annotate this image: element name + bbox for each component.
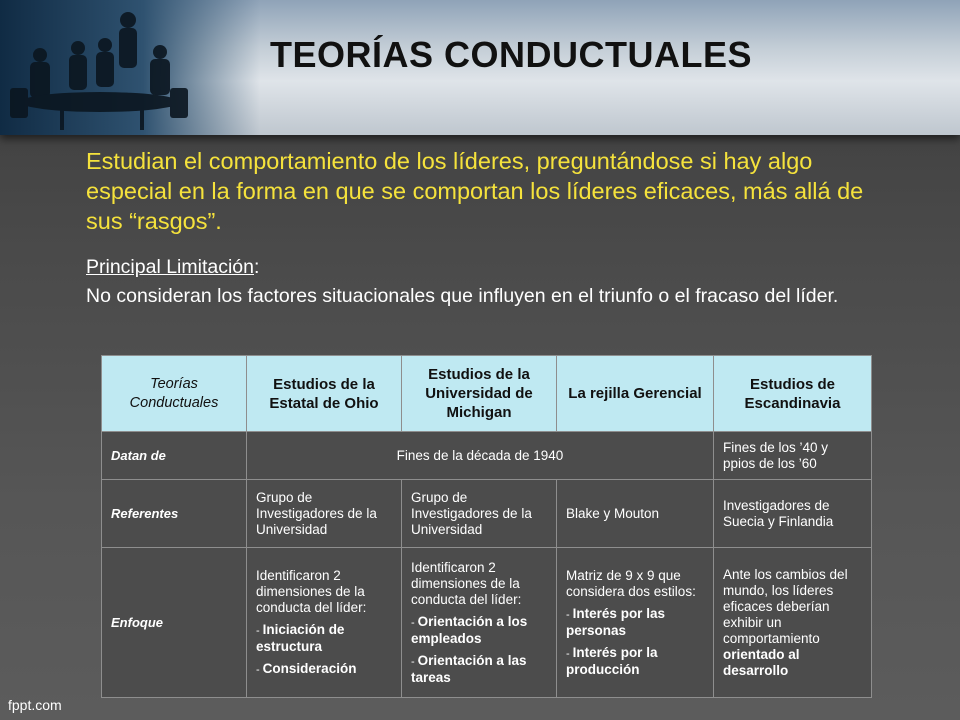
- meeting-silhouette-image: [0, 0, 260, 135]
- bullet-text: Interés por la producción: [566, 644, 658, 677]
- bullet-dash: -: [256, 663, 260, 676]
- table-row: [102, 480, 872, 548]
- bullet-item: [566, 645, 704, 678]
- table-cell: Grupo de Investigadores de la Universidad: [247, 480, 402, 548]
- bullet-dash: -: [411, 616, 415, 629]
- bullet-item: [256, 622, 392, 655]
- bullet-text: Orientación a las tareas: [411, 652, 527, 685]
- page-title: TEORÍAS CONDUCTUALES: [270, 34, 753, 75]
- bullet-text: Consideración: [262, 660, 357, 676]
- limitation-text: No consideran los factores situacionales que influyen en el triunfo o el fracaso del líder.: [86, 285, 839, 307]
- bullet-text: Iniciación de estructura: [256, 621, 345, 654]
- intro-paragraph: Estudian el comportamiento de los líderes, preguntándose si hay algo especial en la forma en que se comportan los líderes eficaces, más allá de sus “rasgos”.: [86, 148, 864, 234]
- header-cell: Estudios de la Universidad de Michigan: [402, 356, 557, 432]
- bullet-dash: -: [256, 624, 260, 637]
- table-row: [102, 548, 872, 698]
- header-cell: La rejilla Gerencial: [557, 356, 714, 432]
- bullet-item: [411, 614, 547, 647]
- bullet-item: [566, 606, 704, 639]
- table-cell: [402, 548, 557, 698]
- limitation-label: Principal Limitación: [86, 256, 254, 278]
- header-cell: Estudios de la Estatal de Ohio: [247, 356, 402, 432]
- limitation-colon: :: [254, 256, 260, 278]
- bullet-dash: -: [411, 655, 415, 668]
- bullet-dash: -: [566, 608, 570, 621]
- table-cell: [247, 548, 402, 698]
- bullet-item: [411, 653, 547, 686]
- cell-text: Identificaron 2 dimensiones de la conducta del líder:: [256, 567, 367, 615]
- table-cell: Blake y Mouton: [557, 480, 714, 548]
- cell-text: Ante los cambios del mundo, los líderes eficaces deberían exhibir un comportamiento: [723, 566, 848, 646]
- table-header-row: [102, 356, 872, 432]
- bullet-text: Interés por las personas: [566, 605, 665, 638]
- header-cell: Estudios de Escandinavia: [714, 356, 872, 432]
- row-label: Referentes: [102, 480, 247, 548]
- bullet-dash: -: [566, 647, 570, 660]
- table-cell: [714, 548, 872, 698]
- row-label: Datan de: [102, 432, 247, 480]
- table-cell: Investigadores de Suecia y Finlandia: [714, 480, 872, 548]
- theories-table: [101, 355, 872, 698]
- table-row: [102, 432, 872, 480]
- limitation-heading: [86, 256, 259, 279]
- bullet-text: Orientación a los empleados: [411, 613, 528, 646]
- header-cell: Teorías Conductuales: [102, 356, 247, 432]
- row-label: Enfoque: [102, 548, 247, 698]
- table-cell: Fines de la década de 1940: [247, 432, 714, 480]
- footer-brand: fppt.com: [8, 697, 62, 713]
- table-cell: [557, 548, 714, 698]
- header-banner: [0, 0, 960, 135]
- cell-bold-text: orientado al desarrollo: [723, 646, 800, 678]
- cell-text: Matriz de 9 x 9 que considera dos estilos:: [566, 567, 696, 599]
- bullet-item: [256, 661, 392, 678]
- table-cell: Fines de los ’40 y ppios de los ’60: [714, 432, 872, 480]
- cell-text: Identificaron 2 dimensiones de la conducta del líder:: [411, 559, 522, 607]
- table-cell: Grupo de Investigadores de la Universidad: [402, 480, 557, 548]
